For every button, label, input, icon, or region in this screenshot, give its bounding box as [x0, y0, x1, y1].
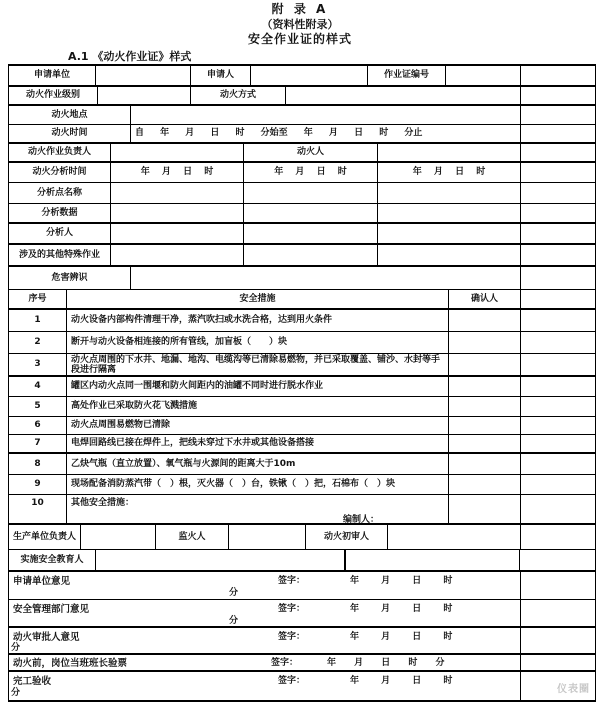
preparer-label: 编制人：: [343, 515, 380, 525]
row-applicant-opinion: [9, 572, 595, 600]
end-cell: [521, 672, 595, 700]
row-analysis-point: [9, 183, 595, 204]
end-cell: [521, 397, 595, 416]
work-method-label: 动火方式: [191, 87, 286, 104]
analysis-time-label: 动火分析时间: [9, 163, 111, 182]
location-label: 动火地点: [9, 106, 131, 124]
row-producer-head: [9, 525, 595, 550]
measure-no: 10: [9, 495, 67, 523]
safety-educator-value-2: [346, 550, 520, 570]
section-title: A.1 《动火作业证》样式: [68, 50, 192, 63]
measure-confirm: [449, 435, 521, 452]
measure-confirm: [449, 495, 521, 523]
measure-row: [9, 377, 595, 397]
initial-reviewer-value: [388, 525, 521, 549]
analysis-data-value-1: [111, 204, 244, 222]
appendix-subtitle: （资料性附录）: [261, 18, 339, 31]
measures-header-row: [9, 290, 595, 310]
row-safety-educator: [9, 550, 595, 572]
location-value: [131, 106, 521, 124]
operator-value: [378, 144, 521, 161]
measure-confirm: [449, 454, 521, 474]
end-cell: [521, 454, 595, 474]
opinion-cell: [9, 600, 521, 626]
analysis-datetime-3: 年 月 日 时: [378, 163, 521, 182]
end-cell: [521, 245, 595, 265]
opinion-label: 申请单位意见: [13, 576, 71, 587]
measure-row: [9, 417, 595, 435]
minute-field: 分: [229, 588, 239, 598]
other-special-value-3: [378, 245, 521, 265]
signature-label: 签字：: [278, 604, 306, 614]
row-supervisor: [9, 144, 595, 163]
end-cell: [521, 495, 595, 523]
measure-no: 8: [9, 454, 67, 474]
measure-text: 罐区内动火点同一围堰和防火间距内的油罐不同时进行脱水作业: [67, 377, 449, 396]
end-cell: [521, 125, 595, 142]
measure-confirm: [449, 475, 521, 494]
other-measures-label: 其他安全措施：: [71, 498, 135, 508]
row-shift-leader-check: [9, 655, 595, 672]
applicant-unit-label: 申请单位: [9, 66, 96, 85]
measure-confirm: [449, 417, 521, 434]
measure-no: 6: [9, 417, 67, 434]
end-cell: [521, 87, 595, 104]
signature-label: 签字：: [278, 632, 306, 642]
opinion-label: 动火前，岗位当班班长验票: [13, 658, 128, 669]
measure-no: 1: [9, 310, 67, 331]
end-cell: [521, 354, 595, 375]
work-level-value: [98, 87, 191, 104]
measure-confirm: [449, 354, 521, 375]
opinion-label: 完工验收: [13, 676, 52, 687]
applicant-label: 申请人: [191, 66, 251, 85]
measure-no: 4: [9, 377, 67, 396]
row-approver-opinion: [9, 628, 595, 655]
other-special-value-2: [244, 245, 378, 265]
measure-confirm: [449, 397, 521, 416]
analyst-label: 分析人: [9, 224, 111, 243]
end-cell: [521, 572, 595, 599]
measure-text: 断开与动火设备相连接的所有管线，加盲板（ ）块: [67, 332, 449, 353]
appendix-title: 附 录 A: [271, 2, 329, 16]
producer-head-label: 生产单位负责人: [9, 525, 81, 549]
end-cell: [521, 377, 595, 396]
document-title: 安全作业证的样式: [247, 32, 352, 46]
date-fields: 年 月 日 时 分: [327, 658, 445, 668]
row-time: [9, 125, 595, 144]
end-cell: [521, 66, 595, 85]
initial-reviewer-label: 动火初审人: [306, 525, 388, 549]
row-safety-dept-opinion: [9, 600, 595, 628]
opinion-cell: [9, 572, 521, 599]
measure-confirm: [449, 377, 521, 396]
supervisor-value: [111, 144, 244, 161]
end-cell: [521, 267, 595, 289]
measure-text: 动火设备内部构件清理干净，蒸汽吹扫或水洗合格，达到用火条件: [67, 310, 449, 331]
measure-row: [9, 435, 595, 454]
row-hazard-id: [9, 267, 595, 290]
permit-form-table: [8, 64, 596, 702]
opinion-label: 安全管理部门意见: [13, 604, 90, 615]
measure-row: [9, 332, 595, 354]
analysis-point-value-2: [244, 183, 378, 203]
minute-field: 分: [229, 616, 239, 626]
end-cell: [521, 290, 595, 308]
analyst-value-3: [378, 224, 521, 243]
analysis-datetime-2: 年 月 日 时: [244, 163, 378, 182]
end-cell: [521, 332, 595, 353]
end-cell: [521, 628, 595, 653]
other-special-value-1: [111, 245, 244, 265]
end-cell: [521, 655, 595, 670]
measure-no: 2: [9, 332, 67, 353]
opinion-label: 动火审批人意见: [13, 632, 80, 643]
row-analysis-time: [9, 163, 595, 183]
analysis-point-value-1: [111, 183, 244, 203]
measure-text: 现场配备消防蒸汽带（ ）根，灭火器（ ）台，铁锹（ ）把，石棉布（ ）块: [67, 475, 449, 494]
measure-row: [9, 475, 595, 495]
end-cell: [521, 163, 595, 182]
analyst-value-2: [244, 224, 378, 243]
analysis-point-value-3: [378, 183, 521, 203]
measure-row: [9, 354, 595, 377]
measure-text-other: [67, 495, 449, 523]
measure-row: [9, 397, 595, 417]
safety-educator-label: 实施安全教育人: [9, 550, 96, 570]
col-header-confirm: 确认人: [449, 290, 521, 308]
row-other-special: [9, 245, 595, 267]
fire-watcher-value: [229, 525, 306, 549]
fire-watcher-label: 监火人: [156, 525, 229, 549]
end-cell: [521, 144, 595, 161]
col-header-measure: 安全措施: [67, 290, 449, 308]
end-cell: [521, 475, 595, 494]
opinion-cell: [9, 628, 521, 653]
hazard-id-value: [131, 267, 521, 289]
measure-confirm: [449, 310, 521, 331]
end-cell: [521, 310, 595, 331]
end-cell: [521, 435, 595, 452]
producer-head-value: [81, 525, 156, 549]
measure-row: [9, 310, 595, 332]
measure-text: 电焊回路线已接在焊件上，把线未穿过下水井或其他设备搭接: [67, 435, 449, 452]
date-fields: 年 月 日 时: [350, 576, 453, 586]
hazard-id-label: 危害辨识: [9, 267, 131, 289]
col-header-no: 序号: [9, 290, 67, 308]
end-cell: [521, 600, 595, 626]
time-label: 动火时间: [9, 125, 131, 142]
measure-text: 高处作业已采取防火花飞溅措施: [67, 397, 449, 416]
end-cell: [521, 417, 595, 434]
other-special-label: 涉及的其他特殊作业: [9, 245, 111, 265]
row-completion-acceptance: [9, 672, 595, 700]
analysis-data-value-3: [378, 204, 521, 222]
safety-educator-value-1: [96, 550, 346, 570]
work-method-value: [286, 87, 521, 104]
end-cell: [521, 525, 595, 549]
measure-text: 动火点周围的下水井、地漏、地沟、电缆沟等已清除易燃物，并已采取覆盖、铺沙、水封等手段进行隔离: [67, 354, 449, 375]
work-level-label: 动火作业级别: [9, 87, 98, 104]
measure-confirm: [449, 332, 521, 353]
opinion-cell: [9, 672, 521, 700]
end-cell: [521, 204, 595, 222]
time-value: 自 年 月 日 时 分始至 年 月 日 时 分止: [131, 125, 521, 142]
row-applicant: [9, 66, 595, 87]
measure-text: 动火点周围易燃物已清除: [67, 417, 449, 434]
minute-field: 分: [11, 643, 21, 653]
date-fields: 年 月 日 时: [350, 632, 453, 642]
minute-field: 分: [11, 688, 21, 698]
end-cell: [521, 224, 595, 243]
measure-no: 9: [9, 475, 67, 494]
row-location: [9, 106, 595, 125]
opinion-cell: [9, 655, 521, 670]
row-analysis-data: [9, 204, 595, 224]
date-fields: 年 月 日 时: [350, 604, 453, 614]
analyst-value-1: [111, 224, 244, 243]
analysis-data-label: 分析数据: [9, 204, 111, 222]
supervisor-label: 动火作业负责人: [9, 144, 111, 161]
permit-no-label: 作业证编号: [368, 66, 446, 85]
analysis-data-value-2: [244, 204, 378, 222]
end-cell: [521, 106, 595, 124]
analysis-point-label: 分析点名称: [9, 183, 111, 203]
applicant-value: [251, 66, 368, 85]
date-fields: 年 月 日 时: [350, 676, 453, 686]
end-cell: [520, 550, 595, 570]
analysis-datetime-1: 年 月 日 时: [111, 163, 244, 182]
signature-label: 签字：: [278, 576, 306, 586]
signature-label: 签字：: [271, 658, 299, 668]
measure-no: 5: [9, 397, 67, 416]
measure-row-other: [9, 495, 595, 525]
measure-row: [9, 454, 595, 475]
operator-label: 动火人: [244, 144, 378, 161]
end-cell: [521, 183, 595, 203]
measure-text: 乙炔气瓶（直立放置）、氧气瓶与火源间的距离大于10m: [67, 454, 449, 474]
signature-label: 签字：: [278, 676, 306, 686]
title-block: [0, 2, 600, 47]
row-work-level: [9, 87, 595, 106]
applicant-unit-value: [96, 66, 191, 85]
watermark-logo: 仪表圈: [557, 684, 590, 695]
row-analyst: [9, 224, 595, 245]
measure-no: 3: [9, 354, 67, 375]
permit-no-value: [446, 66, 521, 85]
measure-no: 7: [9, 435, 67, 452]
